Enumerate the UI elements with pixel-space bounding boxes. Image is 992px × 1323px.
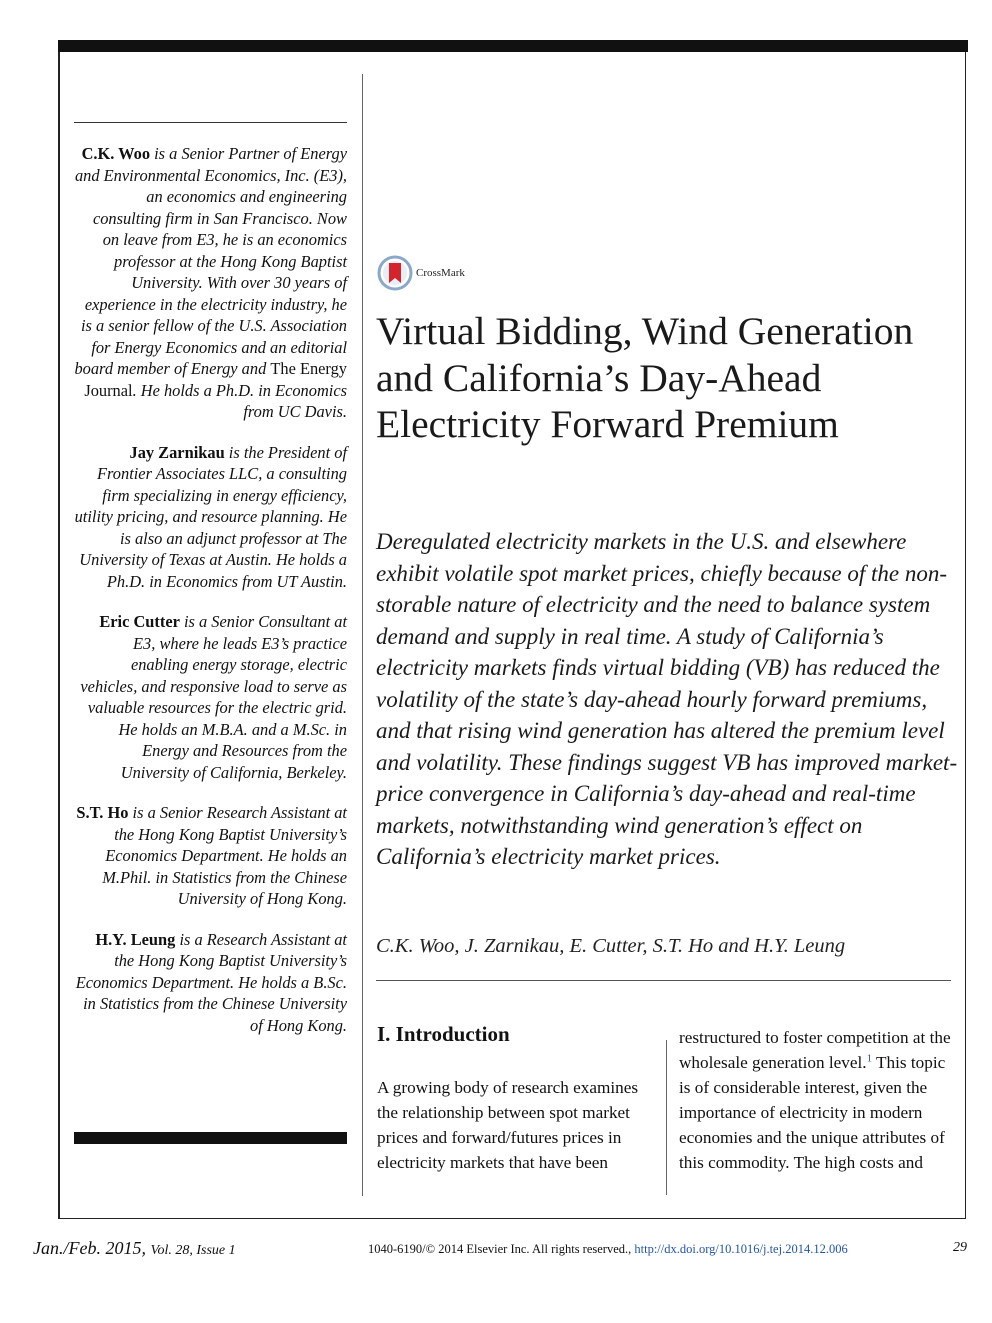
author-bio: Jay Zarnikau is the President of Frontier Associates LLC, a consulting firm specializing in energy efficiency, utility pricing, and resource planning. He is also an adjunct professor at The University of Texas at Austin. He holds a Ph.D. in Economics from UT Austin. bbox=[74, 442, 347, 591]
sidebar-top-rule bbox=[74, 122, 347, 123]
article-abstract: Deregulated electricity markets in the U.S. and elsewhere exhibit volatile spot market prices, chiefly because of the non-storable nature of electricity and the need to balance system demand and supply in real time. A study of California’s electricity markets finds virtual bidding (VB) has reduced the volatility of the state’s day-ahead hourly forward premiums, and that rising wind generation has altered the premium level and volatility. These findings suggest VB has improved market-price convergence in California’s day-ahead and real-time markets, notwithstanding wind generation’s effect on California’s electricity market prices. bbox=[376, 529, 958, 869]
article-title: Virtual Bidding, Wind Generation and California’s Day-Ahead Electricity Forward Premium bbox=[376, 309, 914, 446]
author-name: Eric Cutter bbox=[99, 612, 180, 631]
copyright-line: 1040-6190/© 2014 Elsevier Inc. All rights reserved., http://dx.doi.org/10.1016/j.tej.2014.12.006 bbox=[368, 1242, 848, 1256]
author-bios bbox=[74, 143, 347, 1055]
sidebar-divider bbox=[362, 74, 363, 1196]
sidebar-bottom-rule bbox=[74, 1132, 347, 1144]
footnote-link[interactable]: 1 bbox=[866, 1052, 873, 1065]
body-column-2: restructured to foster competition at the wholesale generation level.$^1$ This topic is of considerable interest, given the importance of electricity in modern economies and the unique attributes of this commodity. The high costs and bbox=[679, 1028, 951, 1172]
article-authors: C.K. Woo, J. Zarnikau, E. Cutter, S.T. Ho and H.Y. Leung bbox=[376, 935, 846, 957]
frame-left bbox=[58, 52, 60, 1219]
page-number: 29 bbox=[953, 1240, 967, 1255]
author-bio: H.Y. Leung is a Research Assistant at the Hong Kong Baptist University’s Economics Department. He holds a B.Sc. in Statistics from the Chinese University of Hong Kong. bbox=[75, 929, 347, 1035]
author-bio: S.T. Ho is a Senior Research Assistant at the Hong Kong Baptist University’s Economics Department. He holds an M.Phil. in Statistics from the Chinese University of Hong Kong. bbox=[76, 803, 347, 908]
author-name: H.Y. Leung bbox=[95, 929, 176, 949]
volume-info: Vol. 28, Issue 1 bbox=[150, 1243, 236, 1258]
crossmark-label: CrossMark bbox=[416, 267, 465, 279]
author-name: Jay Zarnikau bbox=[129, 442, 225, 462]
crossmark-icon bbox=[377, 255, 413, 291]
author-name: C.K. Woo bbox=[81, 144, 151, 163]
section-heading: I. Introduction bbox=[377, 1022, 510, 1046]
author-bio: Eric Cutter is a Senior Consultant at E3, where he leads E3’s practice enabling energy storage, electric vehicles, and responsive load to serve as valuable resources for the electric grid. He holds an M.B.A. and a M.Sc. in Energy and Resources from the University of California, Berkeley. bbox=[80, 612, 347, 782]
frame-bottom bbox=[58, 1218, 966, 1219]
crossmark-badge[interactable] bbox=[377, 255, 465, 291]
journal-name: The Energy Journal bbox=[84, 359, 347, 400]
column-divider bbox=[666, 1040, 667, 1195]
top-rule bbox=[58, 40, 968, 52]
frame-right bbox=[965, 52, 966, 1219]
author-name: S.T. Ho bbox=[76, 803, 129, 822]
doi-link[interactable]: http://dx.doi.org/10.1016/j.tej.2014.12.006 bbox=[634, 1242, 848, 1256]
body-top-rule bbox=[376, 980, 951, 981]
issue-info: Jan./Feb. 2015, Vol. 28, Issue 1 bbox=[33, 1238, 236, 1258]
body-column-1: A growing body of research examines the relationship between spot market prices and forward/futures prices in electricity markets that have been bbox=[377, 1078, 639, 1172]
author-bio: C.K. Woo is a Senior Partner of Energy and Environmental Economics, Inc. (E3), an economics and engineering consulting firm in San Francisco. Now on leave from E3, he is an economics professor at the Hong Kong Baptist University. With over 30 years of experience in the electricity industry, he is a senior fellow of the U.S. Association for Energy Economics and an editorial board member of Energy and The Energy Journal. He holds a Ph.D. in Economics from UC Davis. bbox=[74, 144, 347, 421]
